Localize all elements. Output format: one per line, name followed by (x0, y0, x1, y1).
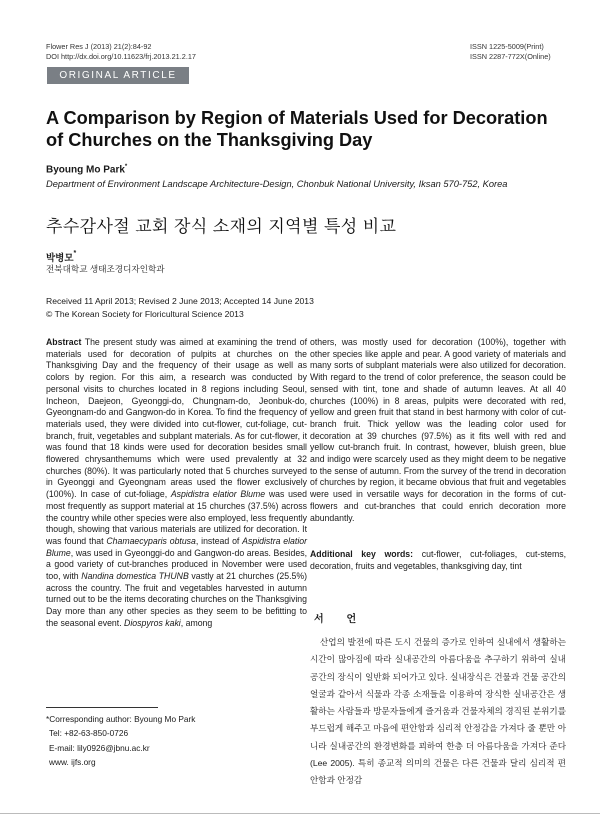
keywords (310, 549, 566, 572)
abstract-text: , instead of (195, 535, 243, 546)
abstract-left-column (46, 337, 307, 630)
species-name: Chamaecyparis obtusa (106, 535, 196, 546)
author-name (46, 164, 127, 175)
page-bottom-rule (0, 813, 600, 814)
submission-history: Received 11 April 2013; Revised 2 June 2013; Accepted 14 June 2013 (46, 296, 314, 306)
korean-corresponding-mark: * (73, 250, 77, 257)
journal-citation: Flower Res J (2013) 21(2):84-92 (46, 42, 152, 51)
korean-author (46, 250, 76, 264)
author-phone: Tel: +82-63-850-0726 (49, 728, 129, 739)
footnote (46, 712, 195, 769)
keywords-label: Additional key words: (310, 549, 414, 559)
abstract-text: , was used in Gyeonggi-do and Gangwon-do areas. Besides, a good variety of cut-branches produced in November were used too, with (46, 547, 307, 582)
species-name: Diospyros kaki (124, 617, 181, 628)
copyright-notice: © The Korean Society for Floricultural Science 2013 (46, 309, 244, 319)
introduction-body (310, 634, 566, 790)
keywords-text: cut-flower, cut-foliages, cut-stems, decoration, fruits and vegetables, thanksgiving day, tint (310, 549, 567, 571)
article-title: A Comparison by Region of Materials Used for Decoration of Churches on the Thanksgiving Day (46, 108, 548, 150)
korean-author-text: 박병모 (46, 253, 74, 264)
abstract-text: vastly at 21 churches (25.5%) across the country. The fruit and vegetables harvested in autumn turned out to be the items decorating churches on the Thanksgiving Day more than any other species as they seem to be befitting to the seasonal event. (46, 571, 307, 628)
article-dates (46, 295, 314, 321)
korean-title: 추수감사절 교회 장식 소재의 지역별 특성 비교 (46, 217, 397, 236)
introduction-paragraph: 산업의 발전에 따른 도시 건물의 증가로 인하여 실내에서 생활하는 시간이 많아짐에 따라 실내공간의 아름다움을 추구하기 위하여 실내공간의 장식이 일반화 되어가고 있다. 실내장식은 건물과 건물 공간의 얼굴과 같아서 식물과 각종 소재들을 이용하여 장식한 실내공간은 생활하는 사람들과 방문자들에게 즐거움과 건물자체의 경직된 분위기를 부드럽게 해주고 마음에 편안함과 심리적 안정감을 가져다 줄 뿐만 아니라 실내공간의 환경변화를 꾀하여 한층 더 아름다움을 가져다 준다(Lee 2005). 특히 종교적 의미의 건물은 다른 건물과 달리 심리적 편안함과 안정감 (310, 637, 566, 786)
section-heading-introduction: 서 언 (314, 614, 367, 625)
article-type-badge: ORIGINAL ARTICLE (47, 67, 189, 84)
issn-print: ISSN 1225-5009(Print) (470, 42, 544, 51)
abstract-text: was used most frequently as support material at 15 churches (37.5%) across the country while other species were also employed, less frequently though, showing that various materials are utilized for decoration. It was found that (46, 489, 307, 546)
species-name: Nandina domestica THUNB (81, 571, 189, 582)
corresponding-author: *Corresponding author: Byoung Mo Park (46, 714, 196, 724)
doi-link[interactable]: DOI http://dx.doi.org/10.11623/frj.2013.21.2.17 (46, 52, 196, 61)
issn-online: ISSN 2287-772X(Online) (470, 52, 551, 61)
abstract-text: The present study was aimed at examining the trend of materials used for decoration of pulpits at churches on the Thanksgiving Day and the frequency of their usage as well as colors by region. For this aim, a research was conducted by personal visits to churches located in 8 regions including Seoul, Incheon, Daejeon, Gyeonggi-do, Chungnam-do, Jeonbuk-do, Gyeongnam-do and Gangwon-do in Korea. To find the frequency of materials used, they were divided into cut-flower, cut-foliage, cut-branch, fruit, vegetables and subplant materials. As for cut-flower, it was found that 18 kinds were used for decoration besides small flowered chrysanthemums which were used prevalently at 32 churches (80%). It was particularly noted that 5 churches surveyed in Gyeonggi and Gyeongnam areas used the flower exclusively (100%). In case of cut-foliage, (46, 337, 307, 500)
abstract-text: , among (180, 617, 213, 628)
species-name: Aspidistra elatior Blume (170, 489, 266, 500)
journal-website[interactable]: www. ijfs.org (49, 756, 96, 767)
species-name: Aspidistra elatior Blume (46, 535, 308, 558)
author-email[interactable]: E-mail: lily0926@jbnu.ac.kr (49, 742, 150, 753)
author-name-text: Byoung Mo Park (46, 164, 125, 176)
footnote-divider (46, 707, 158, 708)
corresponding-mark: * (124, 164, 128, 170)
korean-affiliation: 전북대학교 생태조경디자인학과 (46, 264, 165, 274)
abstract-right-column: others, was mostly used for decoration (100%), together with other species like apple and pear. A good variety of materials and many sorts of subplant materials were also utilized for decoration. With regard to the trend of color preference, the season could be sensed with tint, tone and shade of autumn leaves. At all 40 churches (100%) in 8 areas, pulpits were decorated with red, yellow and green fruit that stand in best harmony with color of cut-branch fruit. Thick yellow was the leading color used for decoration at 39 churches (97.5%) as it fits well with red and yellow cut-branch fruit. In contrast, however, bluish green, blue and indigo were scarcely used as they might deem to be negative to the sense of autumn. From the survey of the trend in decoration of churches by region, it became obvious that fruit and vegetables were used in versatile ways for decoration in the forms of cut-flowers and cut-branches that could enrich decoration more abundantly. (310, 337, 566, 523)
abstract-label: Abstract (46, 337, 82, 347)
author-affiliation: Department of Environment Landscape Architecture-Design, Chonbuk National University, Iksan 570-752, Korea (46, 179, 508, 189)
